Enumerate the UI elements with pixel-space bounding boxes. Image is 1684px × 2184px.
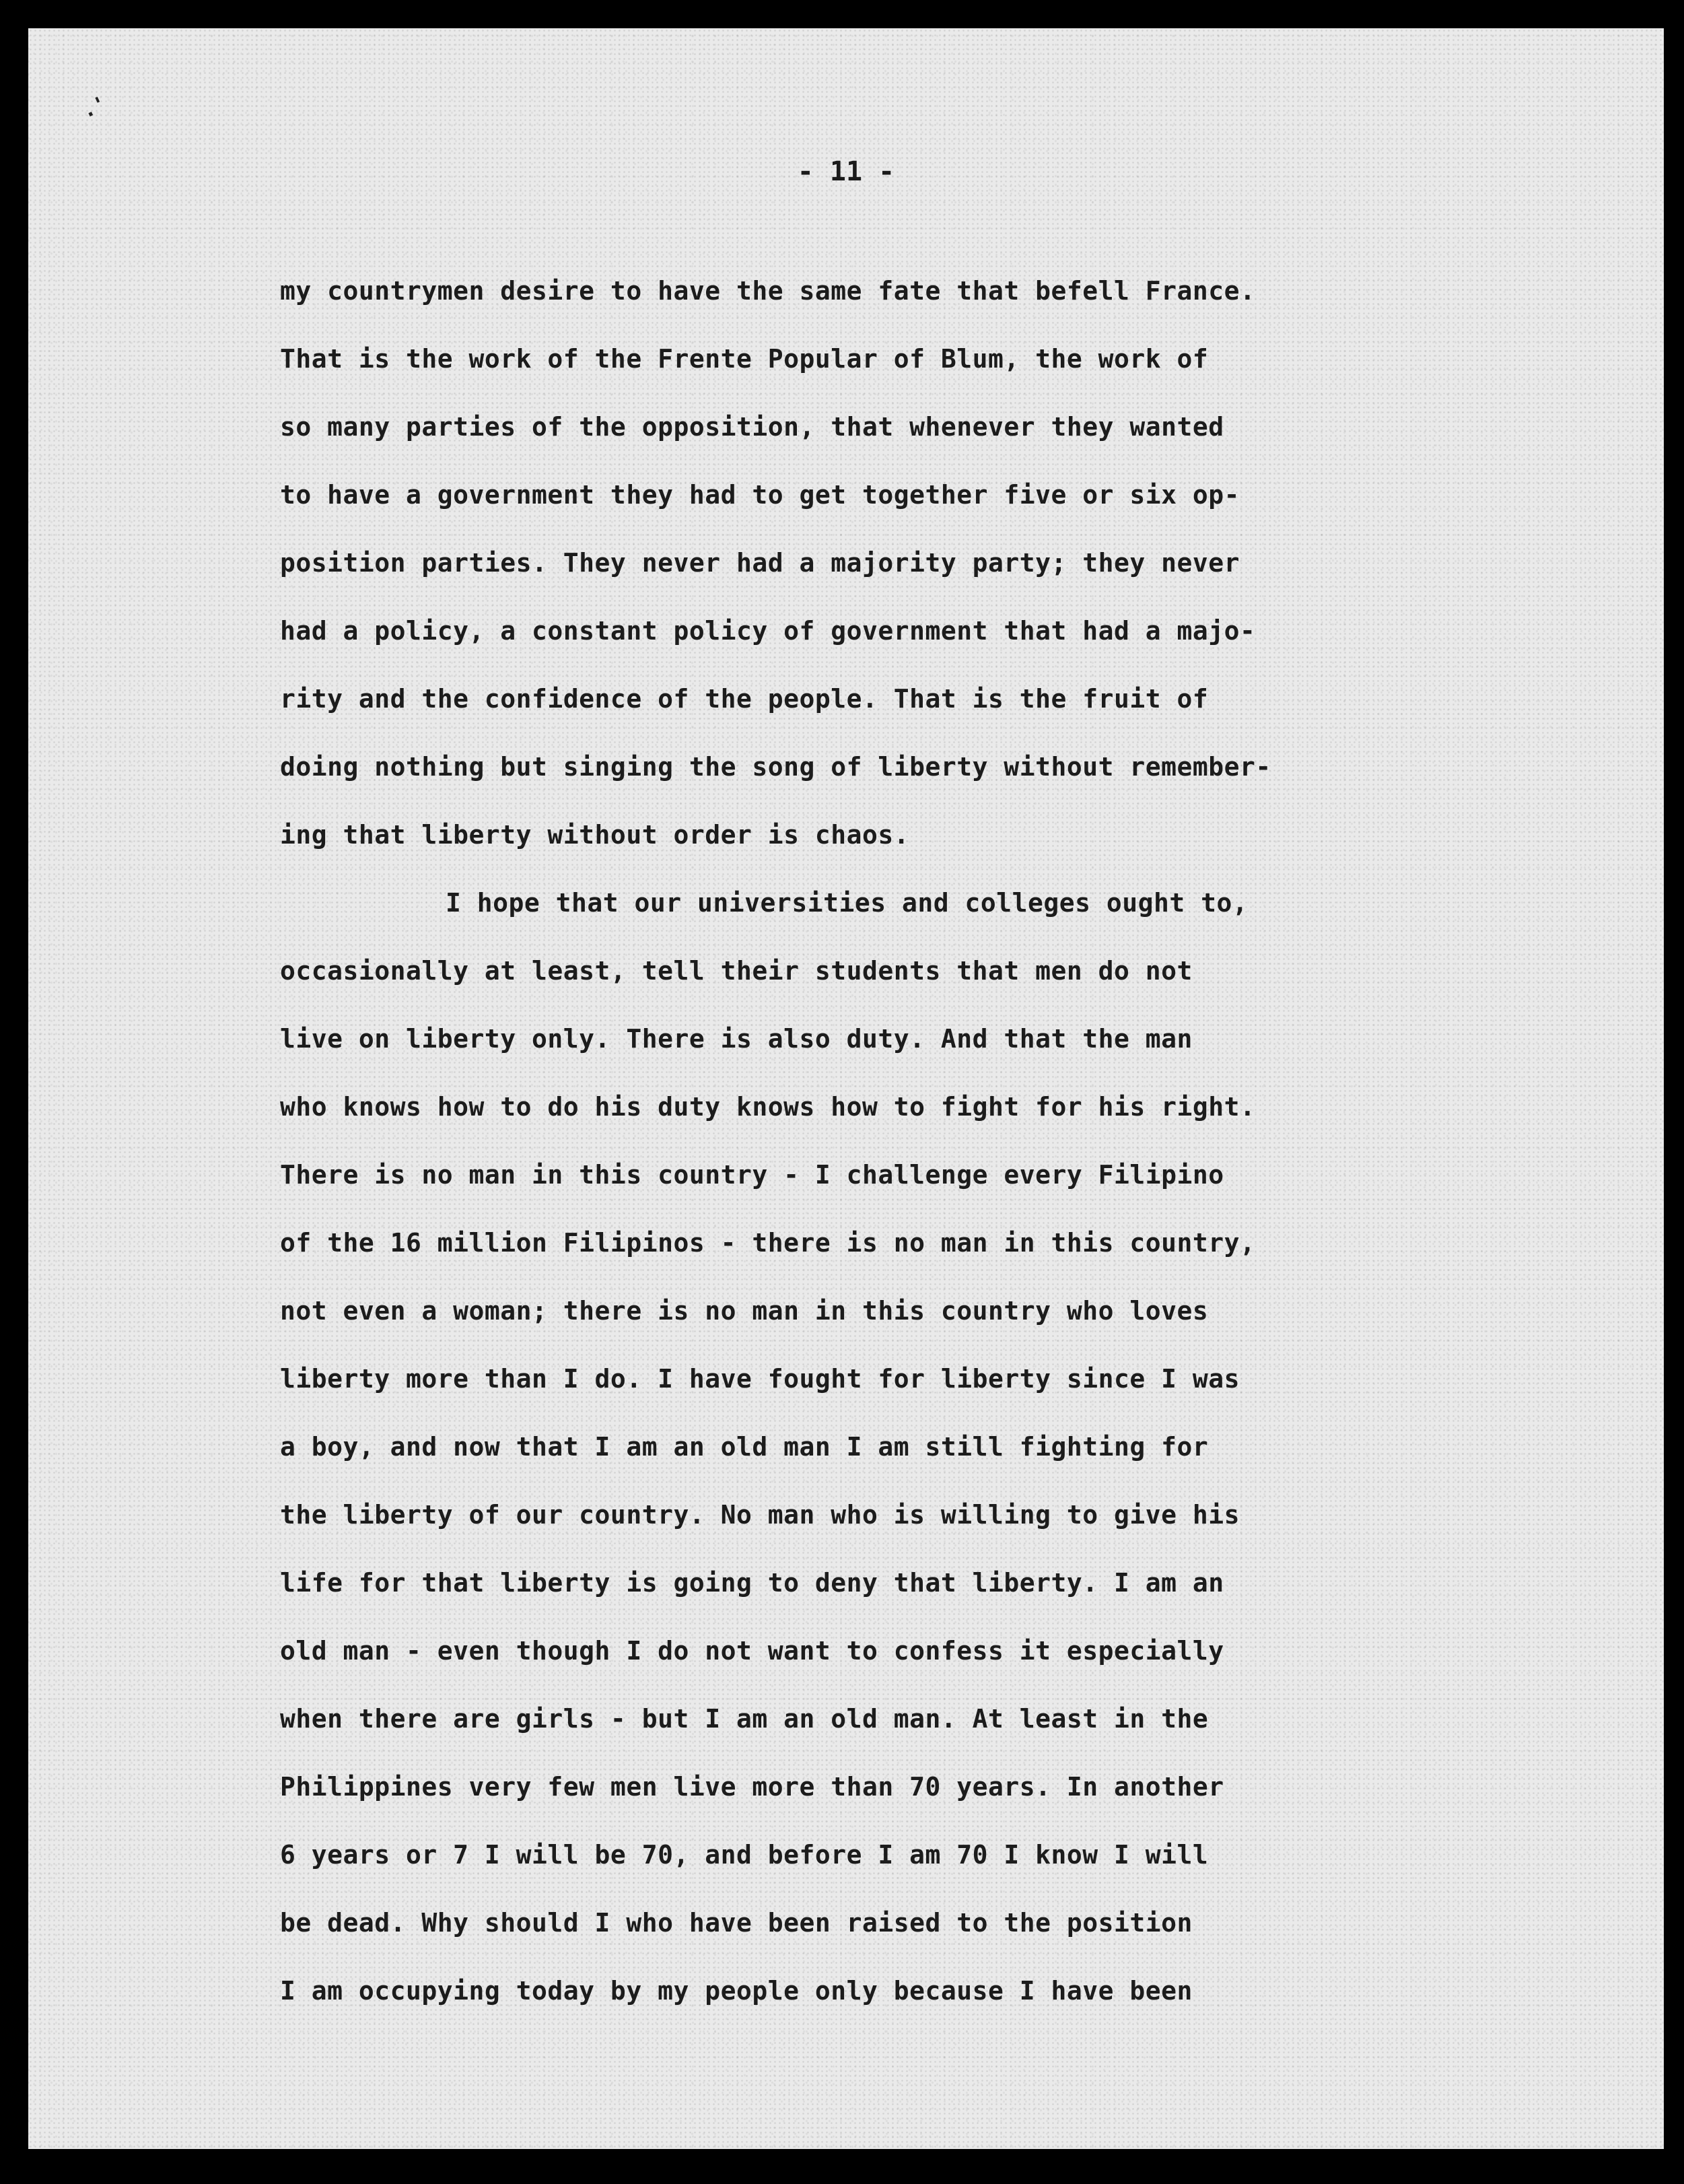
text-line: doing nothing but singing the song of liberty without remember- bbox=[280, 752, 1271, 782]
text-line: had a policy, a constant policy of government that had a majo- bbox=[280, 616, 1256, 646]
text-line: liberty more than I do. I have fought for liberty since I was bbox=[280, 1364, 1240, 1394]
paragraph-1 bbox=[280, 257, 1613, 869]
text-line: occasionally at least, tell their students that men do not bbox=[280, 956, 1193, 986]
text-line: 6 years or 7 I will be 70, and before I am 70 I know I will bbox=[280, 1840, 1209, 1870]
text-line: That is the work of the Frente Popular of Blum, the work of bbox=[280, 344, 1209, 374]
text-line: be dead. Why should I who have been raised to the position bbox=[280, 1908, 1193, 1938]
text-line: not even a woman; there is no man in this country who loves bbox=[280, 1296, 1209, 1326]
text-line: so many parties of the opposition, that whenever they wanted bbox=[280, 412, 1224, 442]
text-line: my countrymen desire to have the same fate that befell France. bbox=[280, 276, 1256, 306]
text-line: the liberty of our country. No man who is willing to give his bbox=[280, 1500, 1240, 1530]
text-line: who knows how to do his duty knows how to fight for his right. bbox=[280, 1092, 1256, 1122]
text-line: There is no man in this country - I challenge every Filipino bbox=[280, 1160, 1224, 1190]
margin-mark-icon: .' bbox=[78, 92, 110, 123]
text-line: a boy, and now that I am an old man I am still fighting for bbox=[280, 1432, 1209, 1462]
text-line: of the 16 million Filipinos - there is no man in this country, bbox=[280, 1228, 1256, 1258]
text-line: rity and the confidence of the people. That is the fruit of bbox=[280, 684, 1209, 714]
text-line: old man - even though I do not want to confess it especially bbox=[280, 1636, 1224, 1666]
text-line: when there are girls - but I am an old man. At least in the bbox=[280, 1704, 1209, 1734]
body-text bbox=[280, 257, 1613, 2025]
document-page bbox=[28, 28, 1664, 2149]
page-number: - 11 - bbox=[797, 156, 895, 187]
text-line: Philippines very few men live more than 70 years. In another bbox=[280, 1772, 1224, 1802]
text-line: life for that liberty is going to deny that liberty. I am an bbox=[280, 1568, 1224, 1598]
text-line: live on liberty only. There is also duty. And that the man bbox=[280, 1024, 1193, 1054]
text-line: I am occupying today by my people only because I have been bbox=[280, 1976, 1193, 2006]
text-line: position parties. They never had a majority party; they never bbox=[280, 548, 1240, 578]
text-line: I hope that our universities and colleges ought to, bbox=[446, 888, 1249, 918]
text-line: to have a government they had to get together five or six op- bbox=[280, 480, 1240, 510]
text-line: ing that liberty without order is chaos. bbox=[280, 820, 910, 850]
paragraph-2 bbox=[280, 869, 1613, 2025]
